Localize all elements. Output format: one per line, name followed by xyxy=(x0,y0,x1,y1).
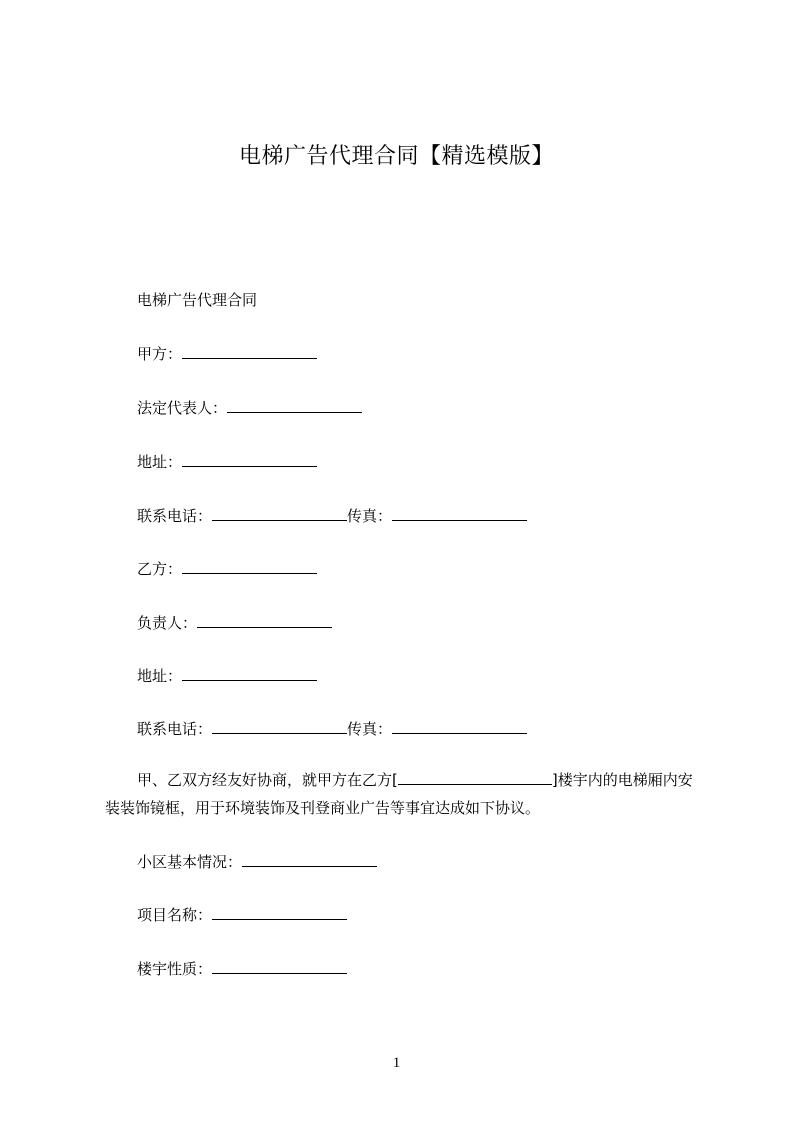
party-b-phone-blank[interactable] xyxy=(212,718,347,734)
party-b-phone-label: 联系电话： xyxy=(137,720,213,738)
party-b-fax-label: 传真： xyxy=(347,720,393,738)
party-a-address-label: 地址： xyxy=(137,453,183,471)
party-a-label: 甲方： xyxy=(137,345,183,363)
party-b-fax-blank[interactable] xyxy=(392,718,527,734)
legal-rep-line xyxy=(137,397,362,419)
party-a-line xyxy=(137,343,317,365)
party-a-fax-blank[interactable] xyxy=(392,505,527,521)
community-info-label: 小区基本情况： xyxy=(137,853,243,871)
legal-rep-label: 法定代表人： xyxy=(137,399,228,417)
party-b-address-label: 地址： xyxy=(137,667,183,685)
party-b-label: 乙方： xyxy=(137,560,183,578)
building-name-blank[interactable] xyxy=(398,769,552,785)
project-name-label: 项目名称： xyxy=(137,906,213,924)
agreement-text-part1: 甲、乙双方经友好协商，就甲方在乙方[ xyxy=(137,771,398,789)
party-b-address-line xyxy=(137,665,317,687)
person-in-charge-blank[interactable] xyxy=(197,612,332,628)
party-a-blank[interactable] xyxy=(182,343,317,359)
project-name-line xyxy=(137,904,347,926)
agreement-paragraph xyxy=(105,766,705,822)
building-nature-line xyxy=(137,958,347,980)
party-b-contact-line xyxy=(137,718,527,740)
document-title: 电梯广告代理合同【精选模版】 xyxy=(238,144,554,169)
party-b-blank[interactable] xyxy=(182,558,317,574)
party-a-contact-line xyxy=(137,505,527,527)
page-number: 1 xyxy=(392,1055,401,1071)
legal-rep-blank[interactable] xyxy=(227,397,362,413)
community-info-line xyxy=(137,851,377,873)
person-in-charge-line xyxy=(137,612,332,634)
party-a-address-blank[interactable] xyxy=(182,451,317,467)
person-in-charge-label: 负责人： xyxy=(137,614,198,632)
party-b-line xyxy=(137,558,317,580)
party-a-fax-label: 传真： xyxy=(347,507,393,525)
party-b-address-blank[interactable] xyxy=(182,665,317,681)
building-nature-blank[interactable] xyxy=(212,958,347,974)
community-info-blank[interactable] xyxy=(242,851,377,867)
party-a-phone-blank[interactable] xyxy=(212,505,347,521)
party-a-phone-label: 联系电话： xyxy=(137,507,213,525)
building-nature-label: 楼宇性质： xyxy=(137,960,213,978)
project-name-blank[interactable] xyxy=(212,904,347,920)
party-a-address-line xyxy=(137,451,317,473)
agreement-text-part2: ]楼宇内的电梯厢内安装装饰镜框，用于环境装饰及刊登商业广告等事宜达成如下协议。 xyxy=(105,771,693,817)
contract-subtitle: 电梯广告代理合同 xyxy=(137,291,258,309)
